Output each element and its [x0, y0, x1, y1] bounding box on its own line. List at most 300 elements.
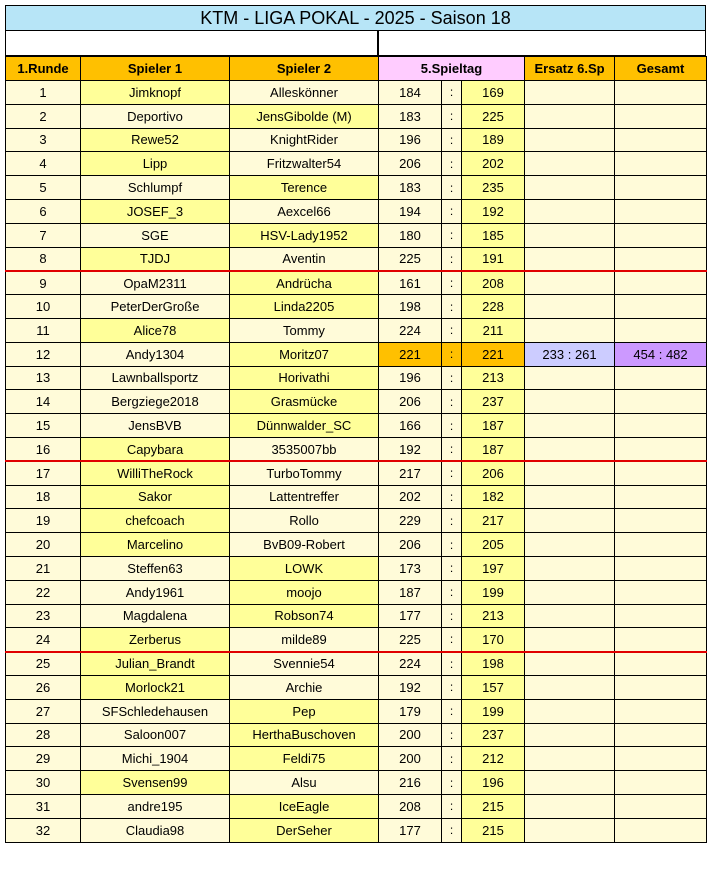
ersatz-score — [525, 414, 615, 438]
header-spieler2: Spieler 2 — [230, 57, 379, 81]
results-body — [6, 81, 707, 843]
score-player1: 216 — [379, 771, 442, 795]
player1-name: Alice78 — [81, 318, 230, 342]
ersatz-score — [525, 81, 615, 105]
score-player1: 224 — [379, 318, 442, 342]
player1-name: Sakor — [81, 485, 230, 509]
round-number: 3 — [6, 128, 81, 152]
player1-name: Michi_1904 — [81, 747, 230, 771]
round-number: 28 — [6, 723, 81, 747]
player2-name: Pep — [230, 699, 379, 723]
table-row — [6, 152, 707, 176]
ersatz-score — [525, 699, 615, 723]
player1-name: SGE — [81, 223, 230, 247]
player2-name: KnightRider — [230, 128, 379, 152]
score-separator: : — [442, 485, 462, 509]
table-row — [6, 342, 707, 366]
score-separator: : — [442, 247, 462, 271]
score-player1: 200 — [379, 747, 442, 771]
score-player2: 225 — [462, 104, 525, 128]
score-separator: : — [442, 533, 462, 557]
table-row — [6, 81, 707, 105]
round-number: 20 — [6, 533, 81, 557]
score-separator: : — [442, 461, 462, 485]
ersatz-score — [525, 675, 615, 699]
player2-name: Moritz07 — [230, 342, 379, 366]
player1-name: Julian_Brandt — [81, 652, 230, 676]
score-player2: 169 — [462, 81, 525, 105]
tournament-sheet — [5, 5, 706, 843]
player2-name: BvB09-Robert — [230, 533, 379, 557]
score-player1: 200 — [379, 723, 442, 747]
ersatz-score — [525, 794, 615, 818]
total-score — [615, 128, 707, 152]
score-player2: 192 — [462, 199, 525, 223]
ersatz-score — [525, 580, 615, 604]
player2-name: Terence — [230, 176, 379, 200]
player2-name: Alleskönner — [230, 81, 379, 105]
table-row — [6, 604, 707, 628]
ersatz-score — [525, 485, 615, 509]
total-score — [615, 747, 707, 771]
ersatz-score — [525, 747, 615, 771]
score-player2: 189 — [462, 128, 525, 152]
total-score — [615, 247, 707, 271]
player2-name: Rollo — [230, 509, 379, 533]
player2-name: Archie — [230, 675, 379, 699]
table-row — [6, 628, 707, 652]
table-row — [6, 295, 707, 319]
total-score — [615, 675, 707, 699]
score-player1: 229 — [379, 509, 442, 533]
round-number: 11 — [6, 318, 81, 342]
player2-name: Dünnwalder_SC — [230, 414, 379, 438]
score-player1: 173 — [379, 556, 442, 580]
total-score — [615, 771, 707, 795]
player2-name: Feldi75 — [230, 747, 379, 771]
table-row — [6, 485, 707, 509]
player2-name: Lattentreffer — [230, 485, 379, 509]
ersatz-score — [525, 533, 615, 557]
round-number: 2 — [6, 104, 81, 128]
total-score — [615, 104, 707, 128]
table-row — [6, 199, 707, 223]
player1-name: Deportivo — [81, 104, 230, 128]
score-separator: : — [442, 675, 462, 699]
ersatz-score — [525, 176, 615, 200]
blank-cell-left — [5, 31, 378, 56]
player1-name: Marcelino — [81, 533, 230, 557]
score-player1: 202 — [379, 485, 442, 509]
round-number: 12 — [6, 342, 81, 366]
total-score — [615, 794, 707, 818]
ersatz-score — [525, 104, 615, 128]
score-separator: : — [442, 223, 462, 247]
score-separator: : — [442, 699, 462, 723]
player1-name: Rewe52 — [81, 128, 230, 152]
score-player1: 196 — [379, 128, 442, 152]
score-player1: 206 — [379, 152, 442, 176]
total-score: 454 : 482 — [615, 342, 707, 366]
ersatz-score: 233 : 261 — [525, 342, 615, 366]
total-score — [615, 485, 707, 509]
round-number: 17 — [6, 461, 81, 485]
table-row — [6, 723, 707, 747]
player1-name: Lawnballsportz — [81, 366, 230, 390]
player2-name: moojo — [230, 580, 379, 604]
score-separator: : — [442, 747, 462, 771]
player1-name: OpaM2311 — [81, 271, 230, 295]
player1-name: TJDJ — [81, 247, 230, 271]
total-score — [615, 223, 707, 247]
score-separator: : — [442, 128, 462, 152]
score-player1: 225 — [379, 247, 442, 271]
sheet-title: KTM - LIGA POKAL - 2025 - Saison 18 — [5, 5, 706, 31]
score-player2: 197 — [462, 556, 525, 580]
player1-name: chefcoach — [81, 509, 230, 533]
table-row — [6, 652, 707, 676]
table-row — [6, 794, 707, 818]
round-number: 4 — [6, 152, 81, 176]
round-number: 5 — [6, 176, 81, 200]
round-number: 14 — [6, 390, 81, 414]
table-row — [6, 104, 707, 128]
blank-row — [5, 31, 706, 56]
score-player2: 182 — [462, 485, 525, 509]
player2-name: Horivathi — [230, 366, 379, 390]
score-player1: 192 — [379, 675, 442, 699]
table-row — [6, 390, 707, 414]
player1-name: Claudia98 — [81, 818, 230, 842]
score-separator: : — [442, 104, 462, 128]
header-spieler1: Spieler 1 — [81, 57, 230, 81]
score-separator: : — [442, 152, 462, 176]
player1-name: WilliTheRock — [81, 461, 230, 485]
score-player1: 166 — [379, 414, 442, 438]
player1-name: Magdalena — [81, 604, 230, 628]
table-row — [6, 128, 707, 152]
table-row — [6, 271, 707, 295]
score-separator: : — [442, 628, 462, 652]
score-player2: 205 — [462, 533, 525, 557]
table-row — [6, 247, 707, 271]
player2-name: Grasmücke — [230, 390, 379, 414]
blank-cell-right — [378, 31, 706, 56]
score-separator: : — [442, 794, 462, 818]
round-number: 24 — [6, 628, 81, 652]
total-score — [615, 699, 707, 723]
score-player2: 170 — [462, 628, 525, 652]
score-separator: : — [442, 271, 462, 295]
total-score — [615, 390, 707, 414]
player1-name: Schlumpf — [81, 176, 230, 200]
header-gesamt: Gesamt — [615, 57, 707, 81]
table-row — [6, 818, 707, 842]
ersatz-score — [525, 509, 615, 533]
total-score — [615, 818, 707, 842]
score-player1: 217 — [379, 461, 442, 485]
round-number: 30 — [6, 771, 81, 795]
total-score — [615, 533, 707, 557]
round-number: 15 — [6, 414, 81, 438]
score-separator: : — [442, 580, 462, 604]
ersatz-score — [525, 771, 615, 795]
player2-name: milde89 — [230, 628, 379, 652]
player2-name: Robson74 — [230, 604, 379, 628]
score-separator: : — [442, 604, 462, 628]
table-row — [6, 366, 707, 390]
score-separator: : — [442, 295, 462, 319]
score-player2: 199 — [462, 699, 525, 723]
score-separator: : — [442, 366, 462, 390]
header-row — [6, 57, 707, 81]
total-score — [615, 152, 707, 176]
score-separator: : — [442, 342, 462, 366]
total-score — [615, 318, 707, 342]
player1-name: PeterDerGroße — [81, 295, 230, 319]
player2-name: Linda2205 — [230, 295, 379, 319]
round-number: 32 — [6, 818, 81, 842]
score-player1: 192 — [379, 437, 442, 461]
table-row — [6, 414, 707, 438]
table-row — [6, 318, 707, 342]
score-player1: 161 — [379, 271, 442, 295]
score-player2: 157 — [462, 675, 525, 699]
player1-name: Svensen99 — [81, 771, 230, 795]
score-player2: 237 — [462, 390, 525, 414]
total-score — [615, 556, 707, 580]
score-player1: 206 — [379, 533, 442, 557]
score-player2: 185 — [462, 223, 525, 247]
score-player2: 237 — [462, 723, 525, 747]
player1-name: SFSchledehausen — [81, 699, 230, 723]
score-player1: 224 — [379, 652, 442, 676]
total-score — [615, 199, 707, 223]
score-player2: 199 — [462, 580, 525, 604]
ersatz-score — [525, 199, 615, 223]
player2-name: Andrücha — [230, 271, 379, 295]
score-player2: 187 — [462, 437, 525, 461]
round-number: 8 — [6, 247, 81, 271]
player1-name: Jimknopf — [81, 81, 230, 105]
round-number: 26 — [6, 675, 81, 699]
results-table — [5, 56, 707, 843]
total-score — [615, 176, 707, 200]
header-runde: 1.Runde — [6, 57, 81, 81]
total-score — [615, 604, 707, 628]
total-score — [615, 81, 707, 105]
score-separator: : — [442, 818, 462, 842]
score-player2: 213 — [462, 604, 525, 628]
score-separator: : — [442, 81, 462, 105]
header-spieltag: 5.Spieltag — [379, 57, 525, 81]
score-player2: 208 — [462, 271, 525, 295]
score-separator: : — [442, 652, 462, 676]
score-separator: : — [442, 723, 462, 747]
score-separator: : — [442, 199, 462, 223]
total-score — [615, 580, 707, 604]
total-score — [615, 723, 707, 747]
round-number: 6 — [6, 199, 81, 223]
score-player1: 194 — [379, 199, 442, 223]
score-player1: 179 — [379, 699, 442, 723]
score-player1: 206 — [379, 390, 442, 414]
ersatz-score — [525, 556, 615, 580]
player2-name: Fritzwalter54 — [230, 152, 379, 176]
ersatz-score — [525, 295, 615, 319]
score-player1: 208 — [379, 794, 442, 818]
ersatz-score — [525, 818, 615, 842]
player1-name: Lipp — [81, 152, 230, 176]
ersatz-score — [525, 366, 615, 390]
player1-name: Andy1304 — [81, 342, 230, 366]
table-row — [6, 223, 707, 247]
ersatz-score — [525, 247, 615, 271]
ersatz-score — [525, 128, 615, 152]
score-separator: : — [442, 437, 462, 461]
player2-name: 3535007bb — [230, 437, 379, 461]
player2-name: IceEagle — [230, 794, 379, 818]
round-number: 19 — [6, 509, 81, 533]
score-player1: 187 — [379, 580, 442, 604]
player2-name: DerSeher — [230, 818, 379, 842]
score-player1: 184 — [379, 81, 442, 105]
round-number: 10 — [6, 295, 81, 319]
score-player1: 198 — [379, 295, 442, 319]
ersatz-score — [525, 223, 615, 247]
score-player2: 217 — [462, 509, 525, 533]
table-row — [6, 509, 707, 533]
ersatz-score — [525, 390, 615, 414]
round-number: 21 — [6, 556, 81, 580]
player1-name: Morlock21 — [81, 675, 230, 699]
total-score — [615, 366, 707, 390]
round-number: 18 — [6, 485, 81, 509]
score-player2: 215 — [462, 818, 525, 842]
score-player2: 221 — [462, 342, 525, 366]
player1-name: Capybara — [81, 437, 230, 461]
player2-name: Aexcel66 — [230, 199, 379, 223]
score-player1: 180 — [379, 223, 442, 247]
score-player2: 228 — [462, 295, 525, 319]
score-player2: 187 — [462, 414, 525, 438]
round-number: 1 — [6, 81, 81, 105]
player1-name: Zerberus — [81, 628, 230, 652]
table-row — [6, 533, 707, 557]
score-player2: 202 — [462, 152, 525, 176]
round-number: 23 — [6, 604, 81, 628]
ersatz-score — [525, 628, 615, 652]
table-row — [6, 580, 707, 604]
table-row — [6, 771, 707, 795]
total-score — [615, 628, 707, 652]
header-ersatz: Ersatz 6.Sp — [525, 57, 615, 81]
score-player1: 183 — [379, 104, 442, 128]
table-row — [6, 675, 707, 699]
score-separator: : — [442, 414, 462, 438]
round-number: 27 — [6, 699, 81, 723]
ersatz-score — [525, 318, 615, 342]
total-score — [615, 271, 707, 295]
table-row — [6, 556, 707, 580]
player1-name: Steffen63 — [81, 556, 230, 580]
player2-name: HSV-Lady1952 — [230, 223, 379, 247]
score-separator: : — [442, 176, 462, 200]
table-row — [6, 747, 707, 771]
table-row — [6, 176, 707, 200]
round-number: 16 — [6, 437, 81, 461]
score-separator: : — [442, 509, 462, 533]
player1-name: Bergziege2018 — [81, 390, 230, 414]
player2-name: HerthaBuschoven — [230, 723, 379, 747]
score-player2: 198 — [462, 652, 525, 676]
player1-name: Andy1961 — [81, 580, 230, 604]
round-number: 7 — [6, 223, 81, 247]
score-player2: 211 — [462, 318, 525, 342]
round-number: 25 — [6, 652, 81, 676]
total-score — [615, 509, 707, 533]
score-separator: : — [442, 390, 462, 414]
score-separator: : — [442, 556, 462, 580]
score-player2: 206 — [462, 461, 525, 485]
round-number: 22 — [6, 580, 81, 604]
score-player2: 215 — [462, 794, 525, 818]
player2-name: JensGibolde (M) — [230, 104, 379, 128]
player2-name: TurboTommy — [230, 461, 379, 485]
player2-name: LOWK — [230, 556, 379, 580]
player2-name: Tommy — [230, 318, 379, 342]
table-row — [6, 437, 707, 461]
round-number: 31 — [6, 794, 81, 818]
player1-name: andre195 — [81, 794, 230, 818]
score-player1: 196 — [379, 366, 442, 390]
total-score — [615, 437, 707, 461]
score-separator: : — [442, 318, 462, 342]
score-player2: 212 — [462, 747, 525, 771]
ersatz-score — [525, 152, 615, 176]
table-row — [6, 461, 707, 485]
total-score — [615, 414, 707, 438]
score-player1: 221 — [379, 342, 442, 366]
score-player2: 196 — [462, 771, 525, 795]
player1-name: JOSEF_3 — [81, 199, 230, 223]
score-player1: 177 — [379, 604, 442, 628]
score-player2: 213 — [462, 366, 525, 390]
round-number: 9 — [6, 271, 81, 295]
ersatz-score — [525, 723, 615, 747]
player2-name: Svennie54 — [230, 652, 379, 676]
ersatz-score — [525, 652, 615, 676]
score-player1: 183 — [379, 176, 442, 200]
total-score — [615, 652, 707, 676]
score-player1: 225 — [379, 628, 442, 652]
player1-name: Saloon007 — [81, 723, 230, 747]
score-player2: 191 — [462, 247, 525, 271]
ersatz-score — [525, 461, 615, 485]
table-row — [6, 699, 707, 723]
ersatz-score — [525, 437, 615, 461]
player2-name: Aventin — [230, 247, 379, 271]
player1-name: JensBVB — [81, 414, 230, 438]
ersatz-score — [525, 604, 615, 628]
total-score — [615, 461, 707, 485]
score-separator: : — [442, 771, 462, 795]
round-number: 13 — [6, 366, 81, 390]
round-number: 29 — [6, 747, 81, 771]
total-score — [615, 295, 707, 319]
score-player2: 235 — [462, 176, 525, 200]
score-player1: 177 — [379, 818, 442, 842]
